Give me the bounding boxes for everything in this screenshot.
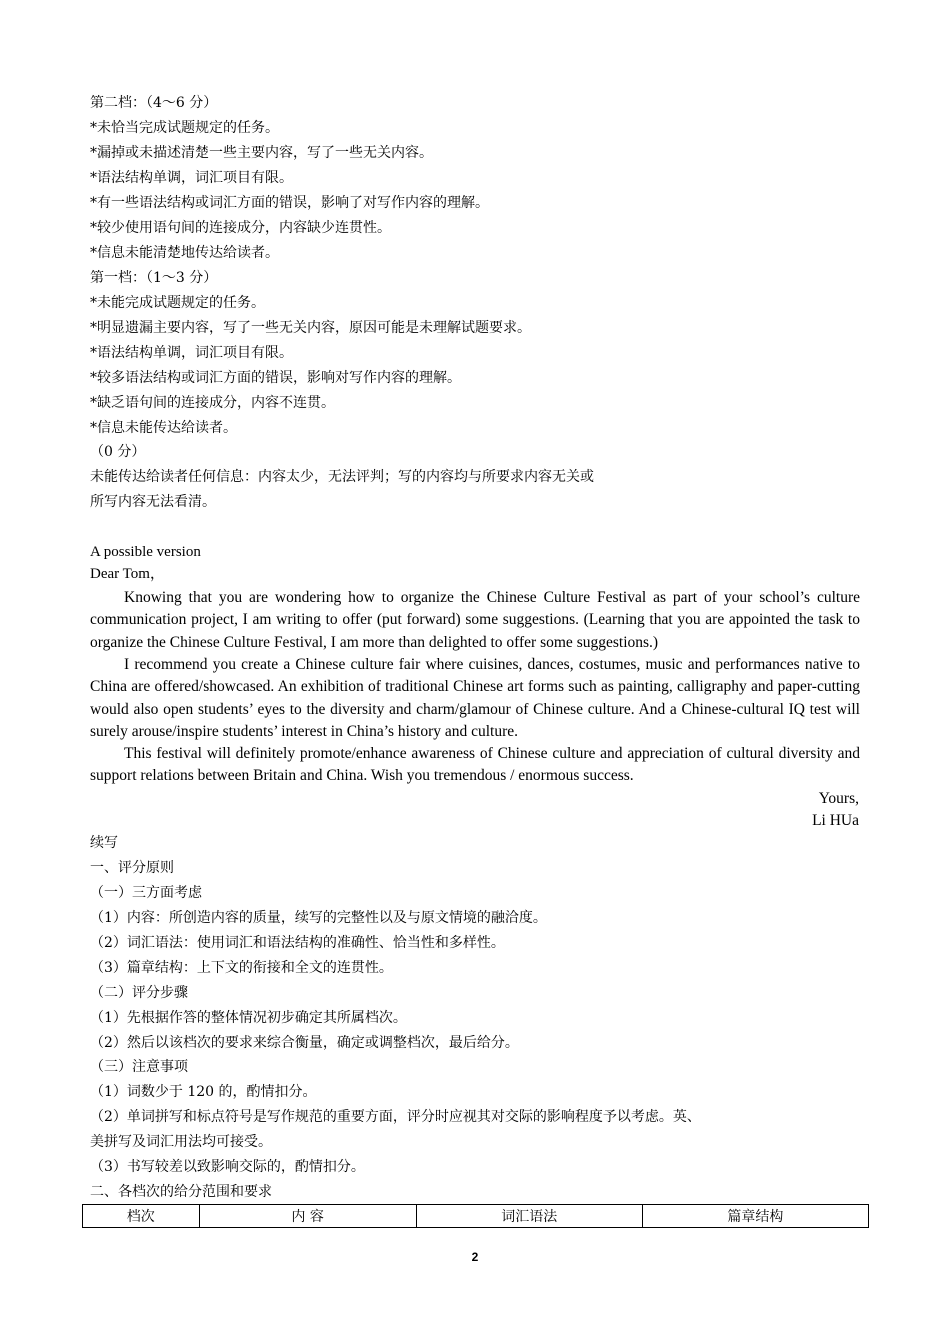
subsection-heading: （一）三方面考虑 (90, 885, 202, 901)
tier1-item: *缺乏语句间的连接成分，内容不连贯。 (90, 395, 335, 411)
tier2-item: *信息未能清楚地传达给读者。 (90, 245, 279, 261)
letter-label: A possible version (90, 544, 201, 560)
tier2-item: *有一些语法结构或词汇方面的错误，影响了对写作内容的理解。 (90, 195, 489, 211)
criteria-item: （1）内容：所创造内容的质量，续写的完整性以及与原文情境的融洽度。 (90, 910, 547, 926)
criteria-item: （2）词汇语法：使用词汇和语法结构的准确性、恰当性和多样性。 (90, 935, 505, 951)
section-heading: 二、各档次的给分范围和要求 (90, 1184, 272, 1200)
tier1-item: *未能完成试题规定的任务。 (90, 295, 265, 311)
subsection-heading: （二）评分步骤 (90, 985, 188, 1001)
step-item: （2）然后以该档次的要求来综合衡量，确定或调整档次，最后给分。 (90, 1035, 519, 1051)
table-header-cell: 档次 (83, 1205, 200, 1228)
table-header-cell: 词汇语法 (416, 1205, 642, 1228)
note-item: （2）单词拼写和标点符号是写作规范的重要方面，评分时应视其对交际的影响程度予以考虑。英、 (90, 1109, 701, 1125)
table-header-cell: 篇章结构 (642, 1205, 868, 1228)
criteria-item: （3）篇章结构：上下文的衔接和全文的连贯性。 (90, 960, 393, 976)
tier1-heading: 第一档：（1～3 分） (90, 270, 218, 286)
tier2-heading: 第二档：（4～6 分） (90, 95, 218, 111)
continuation-title: 续写 (90, 835, 118, 851)
tier1-item: *语法结构单调，词汇项目有限。 (90, 345, 293, 361)
note-item: 美拼写及词汇用法均可接受。 (90, 1134, 272, 1150)
tier1-item: *较多语法结构或词汇方面的错误，影响对写作内容的理解。 (90, 370, 461, 386)
tier0-line: 所写内容无法看清。 (90, 494, 216, 510)
page-number: 2 (471, 1250, 479, 1264)
letter-closing: Yours, (818, 790, 859, 807)
tier2-item: *漏掉或未描述清楚一些主要内容，写了一些无关内容。 (90, 145, 433, 161)
subsection-heading: （三）注意事项 (90, 1059, 188, 1075)
letter-paragraph: This festival will definitely promote/enhance awareness of Chinese culture and appreciation of cultural diversity and support relations between Britain and China. Wish you tremendous / enormous success. (90, 745, 860, 785)
tier1-item: *明显遗漏主要内容，写了一些无关内容，原因可能是未理解试题要求。 (90, 320, 531, 336)
section-heading: 一、评分原则 (90, 860, 174, 876)
letter-greeting: Dear Tom， (90, 566, 165, 582)
letter-paragraph: I recommend you create a Chinese culture fair where cuisines, dances, costumes, music and performances native to China are offered/showcased. An exhibition of traditional Chinese art forms such as painting, calligraphy and paper-cutting would also open students’ eyes to the diversity and charm/glamour of Chinese culture. And a Chinese-cultural IQ test will surely arouse/inspire students’ interest in China’s history and culture. (90, 656, 860, 740)
grading-table (82, 1204, 869, 1228)
letter-paragraph: Knowing that you are wondering how to organize the Chinese Culture Festival as part of your school’s culture communication project, I am writing to offer (put forward) some suggestions. (Learning that you are appointed the task to organize the Chinese Culture Festival, I am more than delighted to offer some suggestions.) (90, 589, 860, 651)
note-item: （3）书写较差以致影响交际的，酌情扣分。 (90, 1159, 365, 1175)
note-item: （1）词数少于 120 的，酌情扣分。 (90, 1084, 317, 1100)
step-item: （1）先根据作答的整体情况初步确定其所属档次。 (90, 1010, 407, 1026)
tier2-item: *较少使用语句间的连接成分，内容缺少连贯性。 (90, 220, 391, 236)
tier2-item: *未恰当完成试题规定的任务。 (90, 120, 279, 136)
tier0-heading: （0 分） (90, 444, 146, 460)
tier2-item: *语法结构单调，词汇项目有限。 (90, 170, 293, 186)
tier0-line: 未能传达给读者任何信息：内容太少，无法评判；写的内容均与所要求内容无关或 (90, 469, 594, 485)
table-header-row (83, 1205, 869, 1228)
letter-signature: Li HUa (812, 812, 859, 829)
tier1-item: *信息未能传达给读者。 (90, 420, 237, 436)
table-header-cell: 内 容 (199, 1205, 416, 1228)
